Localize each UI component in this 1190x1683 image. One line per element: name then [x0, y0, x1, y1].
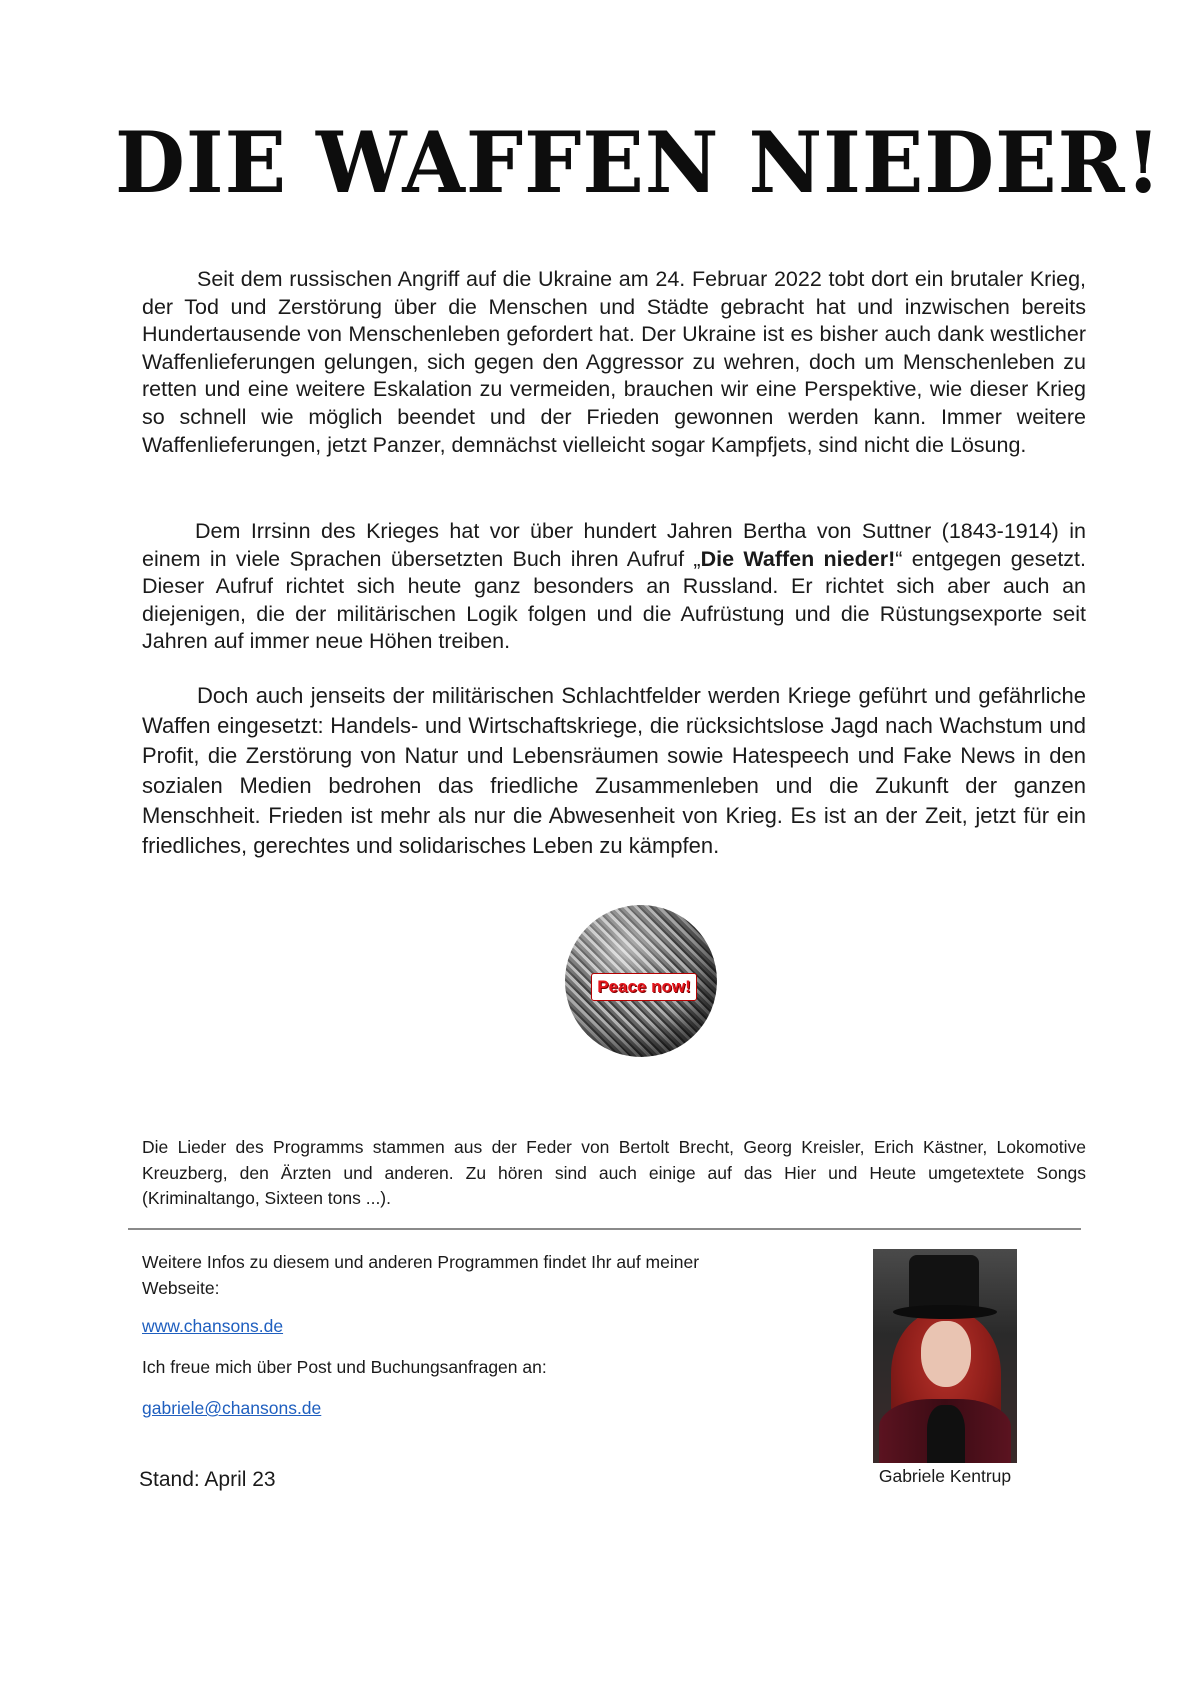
paragraph-intro [142, 266, 1086, 459]
artist-photo [873, 1249, 1017, 1463]
paragraph-peace-text: Doch auch jenseits der militärischen Schlachtfelder werden Kriege geführt und gefährliche Waffen eingesetzt: Handels- und Wirtschaftskriege, die rücksichtslose Jagd nach Wachstum und Profit, die Zerstörung von Natur und Lebensräumen sowie Hatespeech und Fake News in den sozialen Medien bedrohen das friedliche Zusammenleben und die Zukunft der ganzen Menschheit. Frieden ist mehr als nur die Abwesenheit von Krieg. Es ist an der Zeit, jetzt für ein friedliches, gerechtes und solidarisches Leben zu kämpfen. [142, 683, 1086, 858]
paragraph-peace [142, 681, 1086, 861]
photo-face [921, 1321, 971, 1387]
paragraph-intro-text: Seit dem russischen Angriff auf die Ukraine am 24. Februar 2022 tobt dort ein brutaler Krieg, der Tod und Zerstörung über die Menschen und Städte gebracht hat und inzwischen bereits Hundertausende von Menschenleben gefordert hat. Der Ukraine ist es bisher auch dank westlicher Waffenlieferungen gelungen, sich gegen den Aggressor zu wehren, doch um Menschenleben zu retten und eine weitere Eskalation zu vermeiden, brauchen wir eine Perspektive, wie dieser Krieg so schnell wie möglich beendet und der Frieden gewonnen werden kann. Immer weitere Waffenlieferungen, jetzt Panzer, demnächst vielleicht sogar Kampfjets, sind nicht die Lösung. [142, 267, 1086, 457]
photo-hat [909, 1255, 979, 1309]
divider [128, 1228, 1081, 1230]
photo-shirt [927, 1405, 965, 1463]
website-link[interactable]: www.chansons.de [142, 1316, 284, 1336]
stand-date: Stand: April 23 [139, 1468, 276, 1491]
paragraph-suttner-bold: Die Waffen nieder! [700, 546, 896, 571]
peace-now-label: Peace now! [591, 973, 697, 1001]
post-text: Ich freue mich über Post und Buchungsanfragen an: [142, 1357, 547, 1377]
photo-hat-brim [893, 1305, 997, 1319]
paragraph-suttner-text-after: “ entgegen gesetzt. Dieser Aufruf richtet sich heute ganz besonders an Russland. Er richtet sich aber auch an diejenigen, die der militärischen Logik folgen und die Aufrüstung und die Rüstungsexporte seit Jahren auf immer neue Höhen treiben. [142, 546, 1086, 654]
photo-caption: Gabriele Kentrup [878, 1466, 1012, 1486]
page-title: DIE WAFFEN NIEDER! [115, 113, 1162, 212]
info-text: Weitere Infos zu diesem und anderen Programmen findet Ihr auf meiner Webseite: [142, 1252, 700, 1298]
paragraph-suttner [142, 518, 1086, 656]
paragraph-suttner-text-before: Dem Irrsinn des Krieges hat vor über hundert Jahren Bertha von Suttner (1843-1914) in einem in viele Sprachen übersetzten Buch ihren Aufruf „ [142, 519, 1086, 571]
songs-note: Die Lieder des Programms stammen aus der Feder von Bertolt Brecht, Georg Kreisler, Erich Kästner, Lokomotive Kreuzberg, den Ärzten und anderen. Zu hören sind auch einige auf das Hier und Heute umgetextete Songs (Kriminaltango, Sixteen tons ...). [142, 1137, 1086, 1208]
email-link[interactable]: gabriele@chansons.de [142, 1398, 322, 1418]
peace-globe-image [565, 905, 717, 1057]
